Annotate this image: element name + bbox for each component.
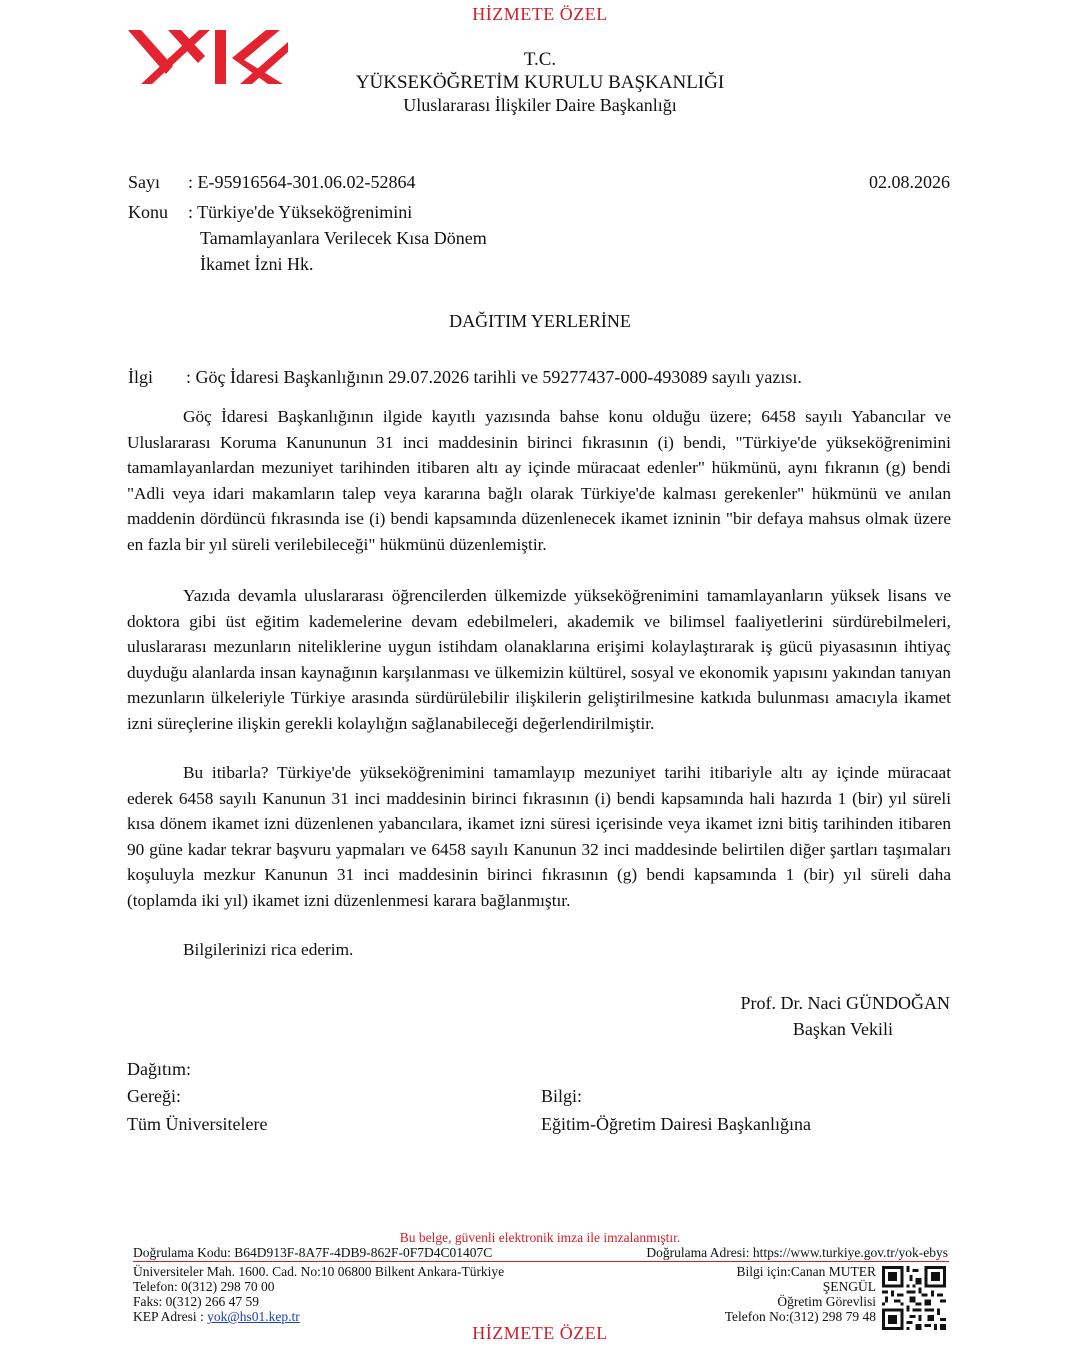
classification-top: HİZMETE ÖZEL <box>472 4 608 24</box>
contact-name: Bilgi için:Canan MUTER <box>736 1264 876 1279</box>
bilgi-value: Eğitim-Öğretim Dairesi Başkanlığına <box>541 1114 811 1134</box>
bilgi-label: Bilgi: <box>541 1086 583 1106</box>
sayi-label: Sayı <box>128 172 161 192</box>
qr-code-icon <box>882 1266 946 1330</box>
verification-address: Doğrulama Adresi: https://www.turkiye.gov.tr/yok-ebys <box>646 1245 948 1260</box>
contact-surname: ŞENGÜL <box>822 1279 876 1294</box>
document-date: 02.08.2026 <box>869 172 950 192</box>
signatory-name: Prof. Dr. Naci GÜNDOĞAN <box>740 993 950 1013</box>
contact-title: Öğretim Görevlisi <box>777 1294 876 1309</box>
classification-bottom: HİZMETE ÖZEL <box>472 1323 608 1343</box>
kep-link[interactable]: yok@hs01.kep.tr <box>207 1309 300 1324</box>
ilgi-value: : Göç İdaresi Başkanlığının 29.07.2026 tarihli ve 59277437-000-493089 sayılı yazısı. <box>186 367 802 387</box>
sayi-value: : E-95916564-301.06.02-52864 <box>188 172 416 192</box>
footer-fax: Faks: 0(312) 266 47 59 <box>133 1294 259 1309</box>
ilgi-label: İlgi <box>128 367 153 387</box>
body-paragraph-4: Bilgilerinizi rica ederim. <box>183 940 354 959</box>
geregi-value: Tüm Üniversitelere <box>127 1114 268 1134</box>
header-department: Uluslararası İlişkiler Daire Başkanlığı <box>403 95 677 115</box>
footer-divider <box>133 1261 949 1262</box>
konu-line-3: İkamet İzni Hk. <box>200 254 314 274</box>
konu-line-2: Tamamlayanlara Verilecek Kısa Dönem <box>200 228 487 248</box>
body-paragraph-2: Yazıda devamla uluslararası öğrencilerden ülkemizde yükseköğrenimini tamamlayanların yüksek lisans ve doktora gibi üst eğitim kademelerine devam edebilmeleri, akademik ve bilimsel faaliyetlerini sürdürebilmeleri, uluslararası mezunların niteliklerine uygun istihdam olanaklarına erişimi kolaylaştırarak iş gücü piyasasının ihtiyaç duyduğu alanlarda insan kaynağının karşılanması ve ülkemizin kültürel, sosyal ve ekonomik yapısını yakından tanıyan mezunların ülkeleriyle Türkiye arasında sürdürülebilir ilişkilerin geliştirilmesine katkıda bulunması amacıyla ikamet izni süreçlerine ilişkin gerekli kolaylığın sağlanabileceği değerlendirilmiştir. <box>127 586 951 733</box>
kep-label: KEP Adresi : <box>133 1309 208 1324</box>
addressee: DAĞITIM YERLERİNE <box>449 311 631 331</box>
konu-label: Konu <box>128 202 168 222</box>
distribution-label: Dağıtım: <box>127 1059 191 1079</box>
geregi-label: Gereği: <box>127 1086 181 1106</box>
footer-phone: Telefon: 0(312) 298 70 00 <box>133 1279 275 1294</box>
body-paragraph-1: Göç İdaresi Başkanlığının ilgide kayıtlı yazısında bahse konu olduğu üzere; 6458 sayılı Yabancılar ve Uluslararası Koruma Kanununun 31 inci maddesinin birinci fıkrasının (i) bendi, "Türkiye'de yükseköğrenimini tamamlayanlardan mezuniyet tarihinden itibaren altı ay içinde müracaat edenler" hükmünü, aynı fıkranın (g) bendi "Adli veya idari makamların talep veya kararına bağlı olarak Türkiye'de kalması gerekenler" hükmünü ve anılan maddenin dördüncü fıkrasında ise (i) bendi kapsamında düzenlenecek ikamet izninin "bir defaya mahsus olmak üzere en fazla bir yıl süreli verilebileceği" hükmünü düzenlemiştir. <box>127 407 951 554</box>
verification-code: Doğrulama Kodu: B64D913F-8A7F-4DB9-862F-0F7D4C01407C <box>133 1245 493 1260</box>
footer-kep <box>133 1309 300 1324</box>
contact-phone: Telefon No:(312) 298 79 48 <box>724 1309 876 1324</box>
header-tc: T.C. <box>523 49 557 70</box>
e-signature-notice: Bu belge, güvenli elektronik imza ile imzalanmıştır. <box>399 1230 681 1245</box>
signatory-title: Başkan Vekili <box>792 1019 893 1039</box>
footer-address: Üniversiteler Mah. 1600. Cad. No:10 06800 Bilkent Ankara-Türkiye <box>133 1264 505 1279</box>
header-institution: YÜKSEKÖĞRETİM KURULU BAŞKANLIĞI <box>355 72 725 93</box>
konu-line-1: : Türkiye'de Yükseköğrenimini <box>188 202 413 222</box>
body-paragraph-3: Bu itibarla? Türkiye'de yükseköğrenimini tamamlayıp mezuniyet tarihi itibariyle altı ay içinde müracaat ederek 6458 sayılı Kanunun 31 inci maddesinin birinci fıkrasının (i) bendi kapsamında hali hazırda 1 (bir) yıl süreli kısa dönem ikamet izni düzenlenen yabancılara, ikamet izni süresi içerisinde veya ikamet izni bitiş tarihinden itibaren 90 güne kadar tekrar başvuru yapmaları ve 6458 sayılı Kanunun 32 inci maddesinde belirtilen diğer şartları taşımaları koşuluyla mezkur Kanunun 31 inci maddesinin birinci fıkrasının (g) bendi kapsamında 1 (bir) yıl süreli daha (toplamda iki yıl) ikamet izni düzenlenmesi karara bağlanmıştır. <box>127 763 951 910</box>
